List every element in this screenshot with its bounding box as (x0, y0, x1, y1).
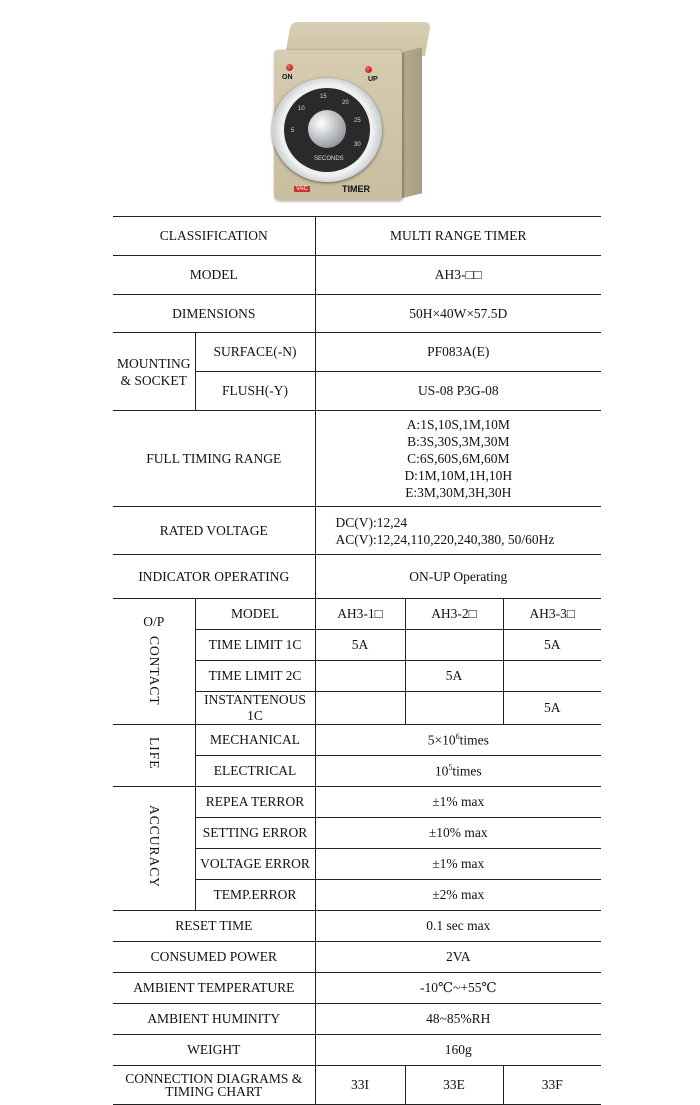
on-led-label: ON (282, 74, 293, 81)
spec-table (113, 216, 601, 1105)
row-label: DIMENSIONS (113, 295, 315, 333)
life-exponent: 6 (455, 731, 460, 741)
row-value: 50H×40W×57.5D (315, 295, 601, 333)
connection-label-line2: TIMING CHART (165, 1084, 263, 1099)
timing-value: C:6S,60S,6M,60M (407, 451, 510, 466)
accuracy-group-label (113, 787, 195, 911)
life-base: 5×10 (427, 732, 456, 748)
row-label: CLASSIFICATION (113, 217, 315, 256)
table-row (113, 555, 601, 599)
row-value: MULTI RANGE TIMER (315, 217, 601, 256)
row-label: TIME LIMIT 2C (195, 661, 315, 692)
dial-tick: 30 (354, 142, 361, 148)
timing-value: B:3S,30S,3M,30M (407, 434, 510, 449)
table-row (113, 973, 601, 1004)
voltage-tag: VAC (296, 186, 308, 192)
timing-value: E:3M,30M,3H,30H (405, 485, 512, 500)
row-label: INDICATOR OPERATING (113, 555, 315, 599)
row-value: PF083A(E) (315, 333, 601, 372)
table-row (113, 911, 601, 942)
timer-housing-side (400, 47, 422, 198)
row-label: MODEL (113, 256, 315, 295)
row-label: MECHANICAL (195, 725, 315, 756)
life-unit: times (459, 732, 489, 748)
accuracy-vertical-label: ACCURACY (146, 804, 162, 888)
row-value: ±2% max (315, 880, 601, 911)
ac-voltage: AC(V):12,24,110,220,240,380, 50/60Hz (335, 531, 555, 547)
row-value: AH3-□□ (315, 256, 601, 295)
table-row (113, 507, 601, 555)
row-label: SURFACE(-N) (195, 333, 315, 372)
dial-tick: 25 (354, 118, 361, 124)
model-col: AH3-1□ (315, 599, 405, 630)
connection-label (113, 1066, 315, 1105)
contact-vertical-label: CONTACT (146, 635, 162, 706)
dial-tick: 20 (342, 100, 349, 106)
row-value: 160g (315, 1035, 601, 1066)
model-col: AH3-3□ (503, 599, 601, 630)
table-row (113, 1004, 601, 1035)
life-exponent: 5 (448, 762, 453, 772)
on-led-icon (286, 64, 293, 71)
dial-tick: 5 (291, 128, 295, 134)
mounting-label-line1: MOUNTING (117, 355, 191, 371)
table-row (113, 787, 601, 818)
row-label: TIME LIMIT 1C (195, 630, 315, 661)
row-label: AMBIENT HUMINITY (113, 1004, 315, 1035)
row-label: MODEL (195, 599, 315, 630)
row-label: ELECTRICAL (195, 756, 315, 787)
cell-value: 5A (405, 661, 503, 692)
connection-value: 33I (315, 1066, 405, 1105)
timing-value: D:1M,10M,1H,10H (404, 468, 513, 483)
cell-value: 5A (315, 630, 405, 661)
row-value: US-08 P3G-08 (315, 372, 601, 411)
dial-tick: 15 (320, 94, 327, 100)
table-row (113, 217, 601, 256)
connection-label-line1: CONNECTION DIAGRAMS & (125, 1071, 303, 1086)
table-row (113, 256, 601, 295)
connection-value: 33E (405, 1066, 503, 1105)
timing-value: A:1S,10S,1M,10M (406, 417, 510, 432)
brand-label: TIMER (342, 184, 370, 194)
table-row (113, 599, 601, 630)
row-label: CONSUMED POWER (113, 942, 315, 973)
table-row (113, 1035, 601, 1066)
cell-value: 5A (503, 692, 601, 725)
table-row (113, 942, 601, 973)
life-unit: times (452, 763, 482, 779)
dial-knob (308, 110, 346, 148)
row-label: VOLTAGE ERROR (195, 849, 315, 880)
cell-value (315, 661, 405, 692)
cell-value (503, 661, 601, 692)
connection-value: 33F (503, 1066, 601, 1105)
row-label: SETTING ERROR (195, 818, 315, 849)
table-row (113, 411, 601, 507)
row-label: RESET TIME (113, 911, 315, 942)
cell-value (405, 630, 503, 661)
row-value: -10℃~+55℃ (315, 973, 601, 1004)
timing-values (315, 411, 601, 507)
table-row (113, 295, 601, 333)
row-label: FULL TIMING RANGE (113, 411, 315, 507)
row-label: REPEA TERROR (195, 787, 315, 818)
life-vertical-label: LIFE (146, 737, 162, 770)
op-label: O/P (143, 613, 165, 629)
row-label: TEMP.ERROR (195, 880, 315, 911)
electrical-life-value (315, 756, 601, 787)
row-value: ON-UP Operating (315, 555, 601, 599)
table-row (113, 1066, 601, 1105)
row-label: RATED VOLTAGE (113, 507, 315, 555)
row-label: WEIGHT (113, 1035, 315, 1066)
mechanical-life-value (315, 725, 601, 756)
up-led-icon (365, 66, 372, 73)
cell-value (405, 692, 503, 725)
table-row (113, 725, 601, 756)
row-label: INSTANTENOUS 1C (195, 692, 315, 725)
life-base: 10 (434, 763, 449, 779)
row-label: AMBIENT TEMPERATURE (113, 973, 315, 1004)
row-value: 0.1 sec max (315, 911, 601, 942)
model-col: AH3-2□ (405, 599, 503, 630)
row-label: FLUSH(-Y) (195, 372, 315, 411)
up-led-label: UP (368, 76, 378, 83)
row-value: 48~85%RH (315, 1004, 601, 1035)
row-value: ±10% max (315, 818, 601, 849)
voltage-values (315, 507, 601, 555)
life-group-label (113, 725, 195, 787)
dial-unit-label: SECONDS (314, 156, 344, 162)
mounting-group-label (113, 333, 195, 411)
row-value: ±1% max (315, 849, 601, 880)
row-value: 2VA (315, 942, 601, 973)
dial-tick: 10 (298, 106, 305, 112)
mounting-label-line2: & SOCKET (120, 372, 187, 388)
cell-value: 5A (503, 630, 601, 661)
contact-group-label (113, 599, 195, 725)
row-value: ±1% max (315, 787, 601, 818)
table-row (113, 333, 601, 372)
product-photo (262, 14, 432, 204)
cell-value (315, 692, 405, 725)
dc-voltage: DC(V):12,24 (335, 514, 408, 530)
